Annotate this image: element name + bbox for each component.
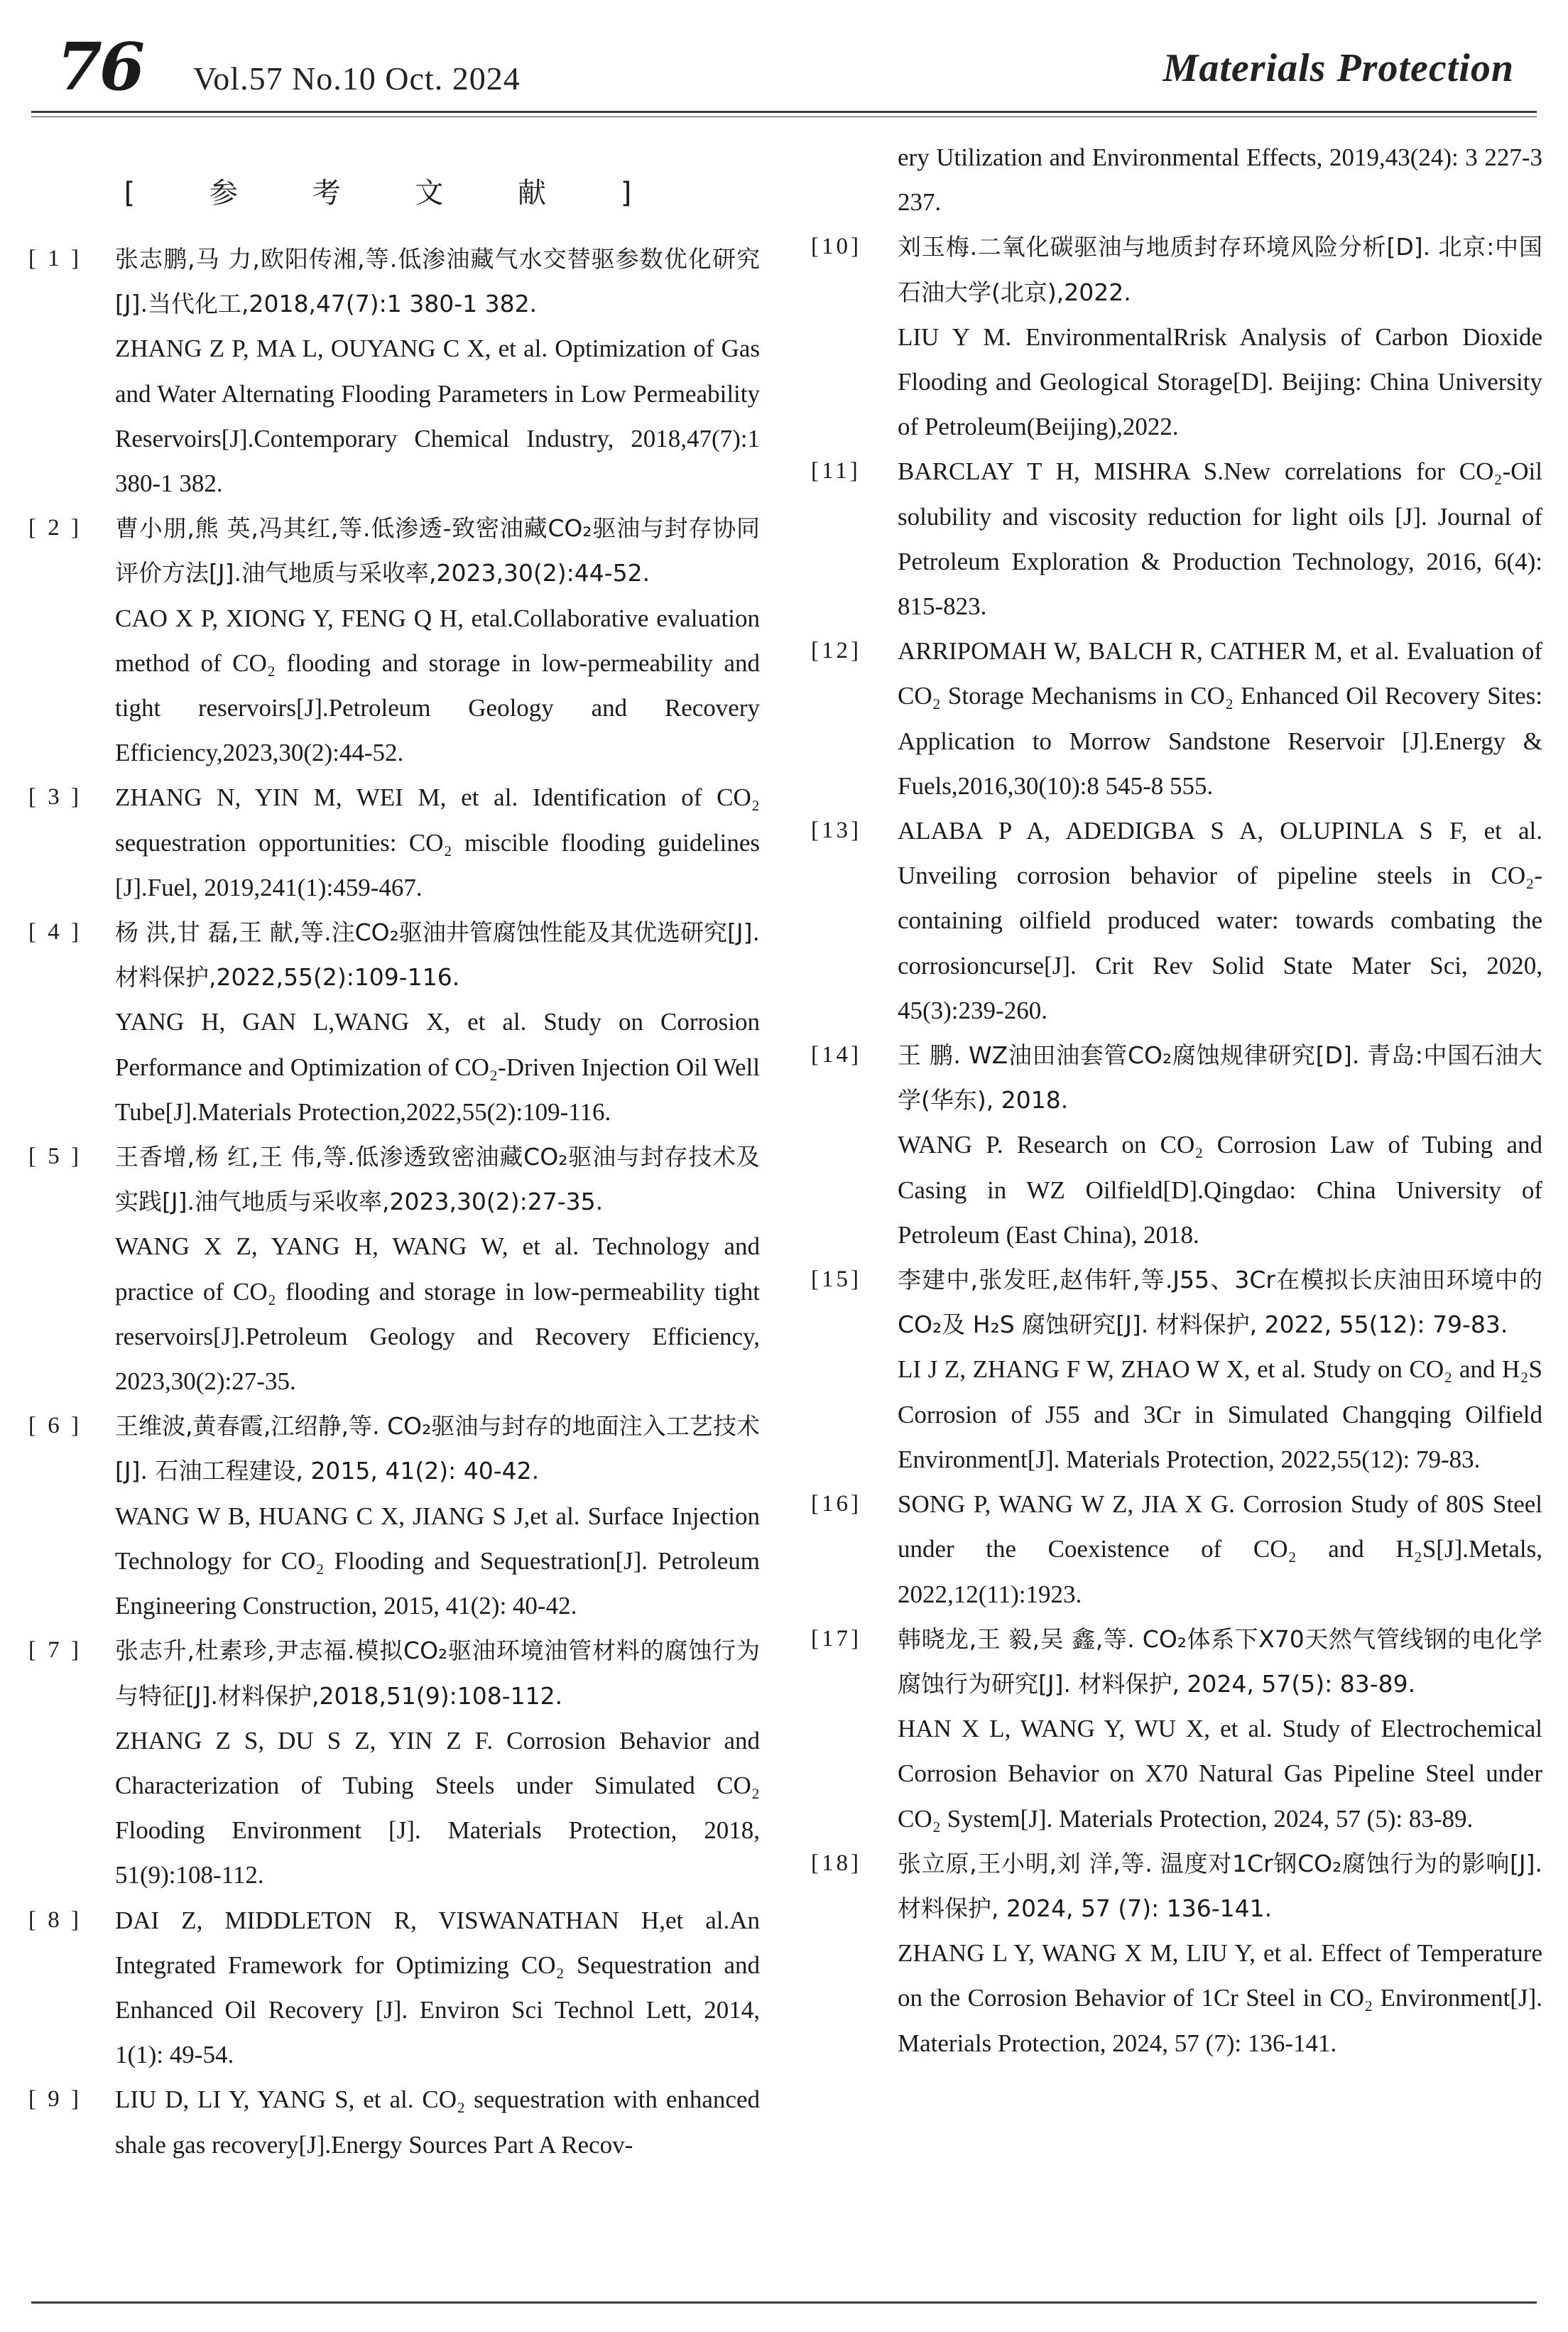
- reference-text-english: SONG P, WANG W Z, JIA X G. Corrosion Study of 80S Steel under the Coexistence of CO₂ and H₂S[J].Metals, 2022,12(11):1923.: [898, 1490, 1542, 1608]
- reference-item: [28, 1404, 760, 1628]
- reference-number: [13]: [811, 818, 861, 844]
- reference-number: [ 3 ]: [28, 784, 82, 810]
- reference-text-chinese: 王 鹏. WZ油田油套管CO₂腐蚀规律研究[D]. 青岛:中国石油大学(华东), 2018.: [898, 1041, 1542, 1115]
- reference-number: [ 9 ]: [28, 2086, 82, 2113]
- reference-item: [811, 1617, 1542, 1841]
- reference-text-english: WANG X Z, YANG H, WANG W, et al. Technology and practice of CO₂ flooding and storage in low-permeability tight reservoirs[J].Petroleum Geology and Recovery Efficiency, 2023,30(2):27-35.: [115, 1232, 760, 1396]
- reference-text-english: LI J Z, ZHANG F W, ZHAO W X, et al. Study on CO₂ and H₂S Corrosion of J55 and 3Cr in Simulated Changqing Oilfield Environment[J]. Materials Protection, 2022,55(12): 79-83.: [898, 1355, 1542, 1473]
- reference-text-english: ery Utilization and Environmental Effects, 2019,43(24): 3 227-3 237.: [898, 143, 1542, 217]
- reference-text-english: WANG W B, HUANG C X, JIANG S J,et al. Surface Injection Technology for CO₂ Flooding and Sequestration[J]. Petroleum Engineering Construction, 2015, 41(2): 40-42.: [115, 1502, 760, 1620]
- footer-rule: [31, 2301, 1537, 2304]
- reference-text-english: ZHANG Z P, MA L, OUYANG C X, et al. Optimization of Gas and Water Alternating Flooding Parameters in Low Permeability Reservoirs[J].Contemporary Chemical Industry, 2018,47(7):1 380-1 382.: [115, 335, 760, 498]
- reference-item: [811, 1257, 1542, 1482]
- reference-number: [17]: [811, 1625, 861, 1652]
- reference-text-chinese: 李建中,张发旺,赵伟轩,等.J55、3Cr在模拟长庆油田环境中的 CO₂及 H₂S 腐蚀研究[J]. 材料保护, 2022, 55(12): 79-83.: [898, 1266, 1542, 1339]
- reference-item: [811, 1482, 1542, 1617]
- reference-item: [811, 449, 1542, 629]
- page-header: [0, 0, 1568, 128]
- reference-number: [11]: [811, 458, 861, 484]
- reference-item: [28, 910, 760, 1134]
- reference-text-english: ZHANG N, YIN M, WEI M, et al. Identification of CO₂ sequestration opportunities: CO₂ miscible flooding guidelines [J].Fuel, 2019,241(1):459-467.: [115, 783, 760, 901]
- section-title: [ 参 考 文 献 ]: [124, 177, 665, 210]
- reference-text-chinese: 张志升,杜素珍,尹志福.模拟CO₂驱油环境油管材料的腐蚀行为与特征[J].材料保护,2018,51(9):108-112.: [115, 1637, 760, 1710]
- reference-item: [811, 1033, 1542, 1257]
- reference-number: [ 7 ]: [28, 1637, 82, 1664]
- reference-text-english: WANG P. Research on CO₂ Corrosion Law of Tubing and Casing in WZ Oilfield[D].Qingdao: China University of Petroleum (East China), 2018.: [898, 1131, 1542, 1249]
- reference-text-chinese: 王维波,黄春霞,江绍静,等. CO₂驱油与封存的地面注入工艺技术[J]. 石油工程建设, 2015, 41(2): 40-42.: [115, 1412, 760, 1485]
- reference-number: [14]: [811, 1042, 861, 1068]
- reference-text-english: ARRIPOMAH W, BALCH R, CATHER M, et al. Evaluation of CO₂ Storage Mechanisms in CO₂ Enhanced Oil Recovery Sites: Application to Morrow Sandstone Reservoir [J].Energy & Fuels,2016,30(10):8 545-8 555.: [898, 637, 1542, 800]
- issue-info: Vol.57 No.10 Oct. 2024: [193, 60, 521, 97]
- reference-text-english: CAO X P, XIONG Y, FENG Q H, etal.Collaborative evaluation method of CO₂ flooding and storage in low-permeability and tight reservoirs[J].Petroleum Geology and Recovery Efficiency,2023,30(2):44-52.: [115, 604, 760, 767]
- reference-item: [28, 1898, 760, 2078]
- reference-item: [28, 237, 760, 506]
- page-number: 76: [57, 28, 143, 105]
- reference-text-english: ZHANG Z S, DU S Z, YIN Z F. Corrosion Behavior and Characterization of Tubing Steels under Simulated CO₂ Flooding Environment [J]. Materials Protection, 2018, 51(9):108-112.: [115, 1726, 760, 1889]
- header-rule-thin: [31, 116, 1537, 117]
- reference-item: [28, 1628, 760, 1897]
- reference-item: [811, 629, 1542, 808]
- reference-number: [ 5 ]: [28, 1144, 82, 1170]
- reference-list-right: [811, 135, 1542, 2066]
- left-column: [28, 135, 760, 2167]
- journal-name: Materials Protection: [1163, 46, 1514, 90]
- reference-text-english: LIU Y M. EnvironmentalRrisk Analysis of Carbon Dioxide Flooding and Geological Storage[D]. Beijing: China University of Petroleum(Beijing),2022.: [898, 322, 1542, 441]
- reference-item: [28, 506, 760, 775]
- reference-item: [28, 2077, 760, 2166]
- reference-text-english: BARCLAY T H, MISHRA S.New correlations for CO₂-Oil solubility and viscosity reduction for light oils [J]. Journal of Petroleum Exploration & Production Technology, 2016, 6(4): 815-823.: [898, 457, 1542, 621]
- reference-item: [28, 1134, 760, 1404]
- reference-text-chinese: 刘玉梅.二氧化碳驱油与地质封存环境风险分析[D]. 北京:中国石油大学(北京),2022.: [898, 233, 1542, 306]
- reference-text-chinese: 韩晓龙,王 毅,吴 鑫,等. CO₂体系下X70天然气管线钢的电化学腐蚀行为研究[J]. 材料保护, 2024, 57(5): 83-89.: [898, 1625, 1542, 1698]
- reference-item: [811, 1841, 1542, 2066]
- reference-text-english: DAI Z, MIDDLETON R, VISWANATHAN H,et al.An Integrated Framework for Optimizing CO₂ Sequestration and Enhanced Oil Recovery [J]. Environ Sci Technol Lett, 2014, 1(1): 49-54.: [115, 1906, 760, 2069]
- reference-number: [15]: [811, 1267, 861, 1293]
- reference-text-english: ALABA P A, ADEDIGBA S A, OLUPINLA S F, et al. Unveiling corrosion behavior of pipeline steels in CO₂-containing oilfield produced water: towards combating the corrosioncurse[J]. Crit Rev Solid State Mater Sci, 2020, 45(3):239-260.: [898, 817, 1542, 1024]
- reference-number: [18]: [811, 1850, 861, 1876]
- reference-item: [811, 135, 1542, 224]
- reference-number: [ 8 ]: [28, 1907, 82, 1933]
- reference-number: [ 6 ]: [28, 1413, 82, 1439]
- reference-number: [ 1 ]: [28, 246, 82, 271]
- reference-item: [811, 808, 1542, 1033]
- reference-number: [10]: [811, 234, 861, 260]
- reference-text-chinese: 张志鹏,马 力,欧阳传湘,等.低渗油藏气水交替驱参数优化研究[J].当代化工,2018,47(7):1 380-1 382.: [115, 245, 760, 318]
- header-rule: [31, 111, 1537, 113]
- reference-number: [ 2 ]: [28, 515, 82, 541]
- reference-text-english: LIU D, LI Y, YANG S, et al. CO₂ sequestration with enhanced shale gas recovery[J].Energy Sources Part A Recov-: [115, 2086, 760, 2159]
- reference-number: [12]: [811, 638, 861, 664]
- reference-text-english: YANG H, GAN L,WANG X, et al. Study on Corrosion Performance and Optimization of CO₂-Driven Injection Oil Well Tube[J].Materials Protection,2022,55(2):109-116.: [115, 1008, 760, 1126]
- reference-item: [811, 224, 1542, 449]
- reference-text-chinese: 杨 洪,甘 磊,王 献,等.注CO₂驱油井管腐蚀性能及其优选研究[J].材料保护,2022,55(2):109-116.: [115, 918, 760, 992]
- reference-text-english: HAN X L, WANG Y, WU X, et al. Study of Electrochemical Corrosion Behavior on X70 Natural Gas Pipeline Steel under CO₂ System[J]. Materials Protection, 2024, 57 (5): 83-89.: [898, 1715, 1542, 1833]
- reference-text-english: ZHANG L Y, WANG X M, LIU Y, et al. Effect of Temperature on the Corrosion Behavior of 1Cr Steel in CO₂ Environment[J]. Materials Protection, 2024, 57 (7): 136-141.: [898, 1939, 1542, 2057]
- reference-text-chinese: 张立原,王小明,刘 洋,等. 温度对1Cr钢CO₂腐蚀行为的影响[J]. 材料保护, 2024, 57 (7): 136-141.: [898, 1849, 1542, 1922]
- reference-item: [28, 775, 760, 910]
- reference-text-chinese: 王香增,杨 红,王 伟,等.低渗透致密油藏CO₂驱油与封存技术及实践[J].油气地质与采收率,2023,30(2):27-35.: [115, 1143, 760, 1216]
- reference-number: [ 4 ]: [28, 919, 82, 945]
- right-column: [811, 135, 1542, 2066]
- reference-number: [16]: [811, 1491, 861, 1517]
- reference-list-left: [28, 237, 760, 2167]
- reference-text-chinese: 曹小朋,熊 英,冯其红,等.低渗透-致密油藏CO₂驱油与封存协同评价方法[J].油气地质与采收率,2023,30(2):44-52.: [115, 514, 760, 587]
